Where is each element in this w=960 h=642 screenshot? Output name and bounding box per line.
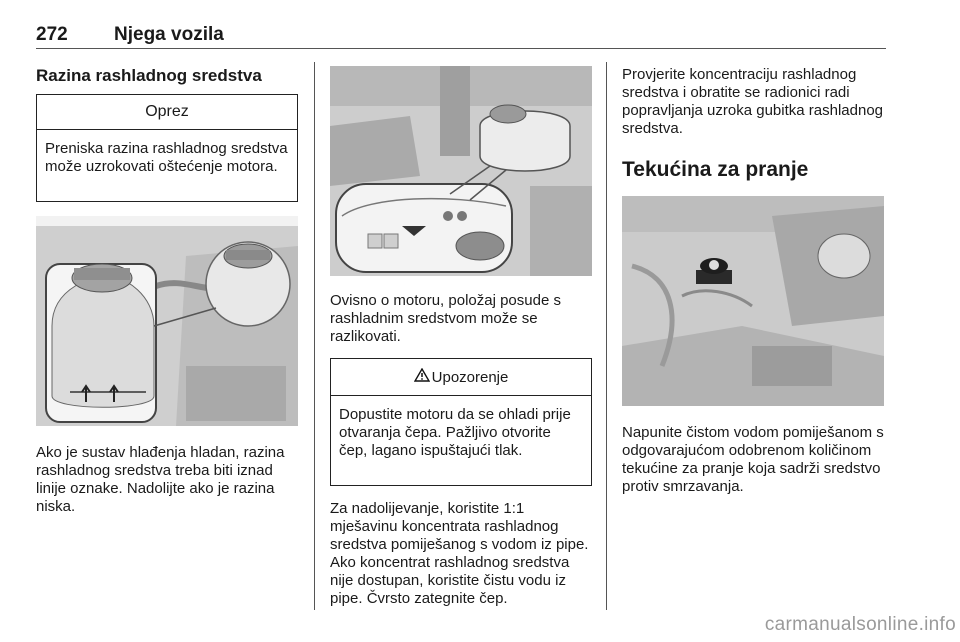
warning-title: Upozorenje <box>431 369 509 386</box>
section-heading-coolant: Razina rashladnog sredstva <box>36 66 262 85</box>
page-number: 272 <box>36 24 68 45</box>
caution-box <box>36 94 298 202</box>
warning-triangle-icon <box>414 368 430 386</box>
caution-body: Preniska razina rashladnog sredstva može uzrokovati oštećenje motora. <box>45 140 288 175</box>
coolant-reservoir-alt-illustration <box>330 66 592 276</box>
page-header <box>36 20 886 49</box>
column-2 <box>330 62 592 608</box>
washer-fluid-paragraph: Napunite čistom vodom pomiješanom s odgovarajućom odobrenom količinom tekućine za pranje koja sadrži sredstvo protiv smrzavanja. <box>622 424 884 495</box>
coolant-concentration-paragraph: Provjerite koncentraciju rashladnog sredstva i obratite se radionici radi popravljanja uzroka gubitka rashladnog sredstva. <box>622 66 884 137</box>
warning-body: Dopustite motoru da se ohladi prije otvaranja čepa. Pažljivo otvorite čep, lagano ispuštajući tlak. <box>339 406 571 459</box>
column-divider-1 <box>314 62 315 610</box>
column-3 <box>622 62 884 496</box>
column-divider-2 <box>606 62 607 610</box>
warning-header <box>331 359 591 396</box>
watermark: carmanualsonline.info <box>764 614 956 635</box>
washer-fluid-illustration <box>622 196 884 406</box>
section-heading-washer-fluid: Tekućina za pranje <box>622 158 809 181</box>
chapter-title: Njega vozila <box>114 24 224 45</box>
coolant-reservoir-illustration <box>36 216 298 426</box>
coolant-level-paragraph: Ako je sustav hlađenja hladan, razina rashladnog sredstva treba biti iznad linije oznake. Nadolijte ako je razina niska. <box>36 444 285 515</box>
column-1 <box>36 62 298 516</box>
refill-instructions-paragraph: Za nadolijevanje, koristite 1:1 mješavinu koncentrata rashladnog sredstva pomiješanog s vodom iz pipe. Ako koncentrat rashladnog sredstva nije dostupan, koristite čistu vodu iz pipe. Čvrsto zategnite čep. <box>330 500 589 607</box>
reservoir-position-paragraph: Ovisno o motoru, položaj posude s rashladnim sredstvom može se razlikovati. <box>330 292 561 345</box>
caution-title: Oprez <box>37 95 297 130</box>
warning-box <box>330 358 592 486</box>
